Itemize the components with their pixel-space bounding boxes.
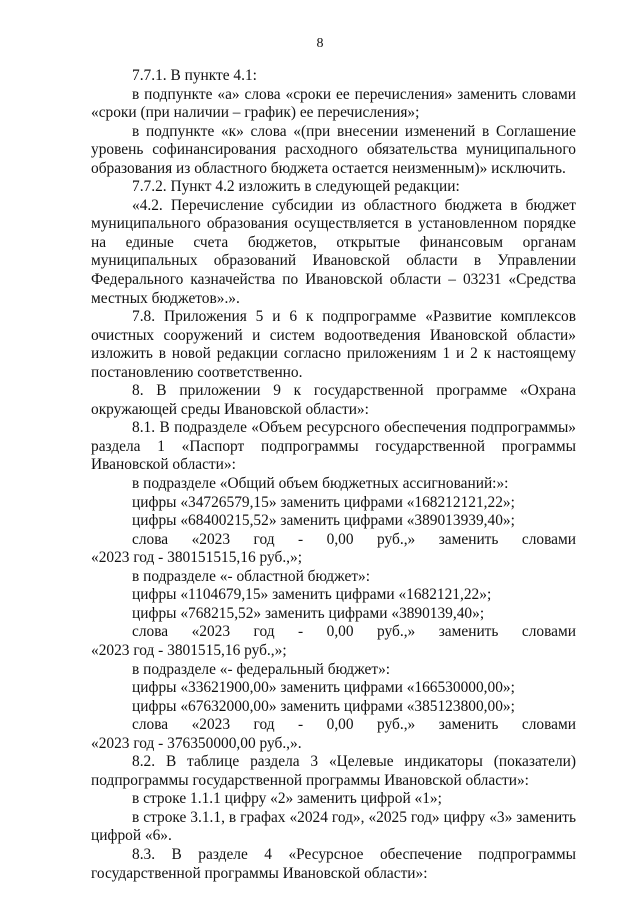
paragraph-7-8: 7.8. Приложения 5 и 6 к подпрограмме «Развитие комплексов очистных сооружений и систем водоотведения Ивановской области» изложить в новой редакции согласно приложениям 1 и 2 к настоящему постановлению соответственно. [91,308,576,381]
replace-line: цифры «67632000,00» заменить цифрами «385123800,00»; [132,697,515,715]
subsection-regional-heading: в подразделе «- областной бюджет»: [132,567,371,585]
replace-words-line: слова «2023 год - 0,00 руб.,» заменить словами [132,623,576,641]
replace-words-result: «2023 год - 3801515,16 руб.,»; [91,641,287,659]
paragraph-subitem-k: в подпункте «к» слова «(при внесении изменений в Соглашение уровень софинансирования расходного обязательства муниципального образования из областного бюджета остается неизменным)» исключить. [91,122,576,177]
replace-line: цифры «34726579,15» заменить цифрами «168212121,22»; [132,493,515,511]
replace-words-line: слова «2023 год - 0,00 руб.,» заменить словами [132,716,576,734]
replace-words-result: «2023 год - 380151515,16 руб.,»; [91,549,302,567]
paragraph-8-2: 8.2. В таблице раздела 3 «Целевые индикаторы (показатели) подпрограммы государственной программы Ивановской области»: [91,753,576,789]
replace-words-result: «2023 год - 376350000,00 руб.,». [91,734,302,752]
document-body [91,67,576,883]
paragraph-subitem-a: в подпункте «а» слова «сроки ее перечисления» заменить словами «сроки (при наличии – график) ее перечисления»; [91,85,576,122]
replace-line: цифры «768215,52» заменить цифрами «3890139,40»; [132,604,485,622]
replace-line: цифры «1104679,15» заменить цифрами «1682121,22»; [132,586,492,604]
row-1-1-1-change: в строке 1.1.1 цифру «2» заменить цифрой «1»; [132,790,442,808]
paragraph-8-3: 8.3. В разделе 4 «Ресурсное обеспечение подпрограммы государственной программы Ивановской области»: [91,845,576,882]
replace-line: цифры «33621900,00» заменить цифрами «166530000,00»; [132,679,515,697]
replace-line: цифры «68400215,52» заменить цифрами «389013939,40»; [132,512,515,530]
paragraph-8: 8. В приложении 9 к государственной программе «Охрана окружающей среды Ивановской области»: [91,382,576,418]
paragraph-7-7-1: 7.7.1. В пункте 4.1: [132,67,257,84]
paragraph-7-7-2: 7.7.2. Пункт 4.2 изложить в следующей редакции: [132,178,460,196]
page-number: 8 [316,36,324,51]
row-3-1-1-change: в строке 3.1.1, в графах «2024 год», «2025 год» цифру «3» заменить цифрой «6». [91,808,576,845]
paragraph-8-1: 8.1. В подразделе «Объем ресурсного обеспечения подпрограммы» раздела 1 «Паспорт подпрограммы государственной программы Ивановской области»: [91,419,576,474]
replace-words-line: слова «2023 год - 0,00 руб.,» заменить словами [132,530,576,548]
paragraph-4-2-quote: «4.2. Перечисление субсидии из областного бюджета в бюджет муниципального образования осуществляется в установленном порядке на единые счета бюджетов, открытые финансовым органам муниципальных образований Ивановской области в Управлении Федерального казначейства по Ивановской области – 03231 «Средства местных бюджетов».». [91,196,576,307]
subsection-federal-heading: в подразделе «- федеральный бюджет»: [132,660,391,678]
subsection-total-heading: в подразделе «Общий объем бюджетных ассигнований:»: [132,475,509,493]
